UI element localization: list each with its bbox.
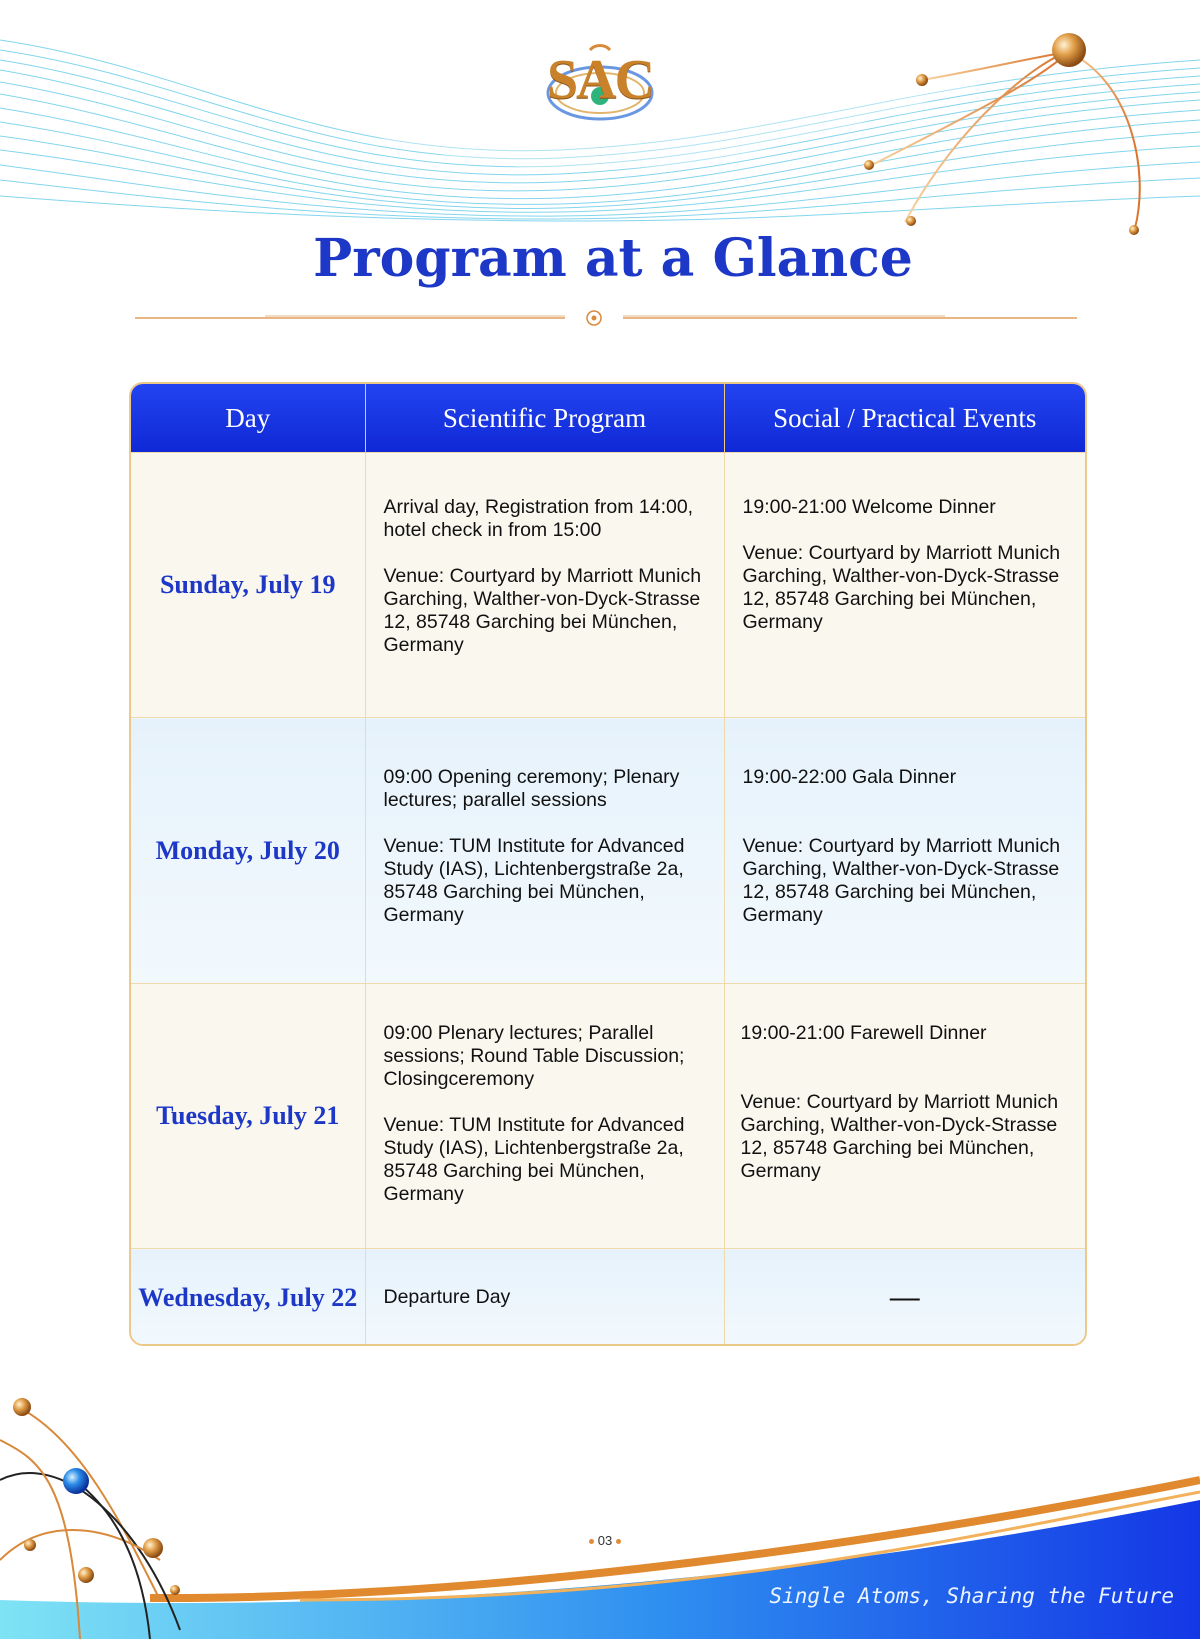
- atom-ball: [78, 1567, 94, 1583]
- scientific-text: Departure Day: [383, 1286, 511, 1309]
- scientific-text: Arrival day, Registration from 14:00, hotel check in from 15:00 Venue: Courtyard by Marriott Munich Garching, Walther-von-Dyck-Strasse 12, 85748 Garching bei München, Germany: [383, 496, 702, 656]
- table-row: [131, 984, 1085, 1249]
- social-cell: [724, 718, 1085, 984]
- atom-ball: [170, 1585, 180, 1595]
- atom-ball: [864, 160, 874, 170]
- atom-ball: [1052, 33, 1086, 67]
- atom-ball: [906, 216, 916, 226]
- social-text: 19:00-21:00 Welcome Dinner Venue: Courtyard by Marriott Munich Garching, Walther-von-Dyck-Strasse 12, 85748 Garching bei München, Germany: [742, 496, 1061, 633]
- scientific-cell: [365, 718, 724, 984]
- atom-ball: [916, 74, 928, 86]
- atom-ball: [24, 1539, 36, 1551]
- tagline: Single Atoms, Sharing the Future: [769, 1584, 1174, 1608]
- day-cell: Tuesday, July 21: [131, 984, 365, 1249]
- page-number-dot-icon: [616, 1539, 621, 1544]
- column-header-social-events: Social / Practical Events: [724, 384, 1085, 453]
- scientific-cell: [365, 1249, 724, 1347]
- social-cell: [724, 453, 1085, 718]
- scientific-cell: [365, 984, 724, 1249]
- program-schedule-table: [129, 382, 1087, 1346]
- day-cell: Wednesday, July 22: [131, 1249, 365, 1347]
- scientific-text: 09:00 Plenary lectures; Parallel sessions; Round Table Discussion; Closingceremony Venue: TUM Institute for Advanced Study (IAS), Lichtenbergstraße 2a, 85748 Garching bei München, Germany: [383, 1022, 685, 1205]
- social-text: 19:00-22:00 Gala Dinner Venue: Courtyard by Marriott Munich Garching, Walther-von-Dyck-Strasse 12, 85748 Garching bei München, Germany: [742, 766, 1061, 926]
- title-divider: [135, 308, 1077, 328]
- column-header-scientific-program: Scientific Program: [365, 384, 724, 453]
- day-cell: Monday, July 20: [131, 718, 365, 984]
- social-cell: [724, 984, 1085, 1249]
- page-number-dot-icon: [589, 1539, 594, 1544]
- table-header-row: [131, 384, 1085, 453]
- day-cell: Sunday, July 19: [131, 453, 365, 718]
- social-cell: —: [724, 1249, 1085, 1347]
- table-row: [131, 1249, 1085, 1347]
- atom-ball: [63, 1468, 89, 1494]
- scientific-text: 09:00 Opening ceremony; Plenary lectures; parallel sessions Venue: TUM Institute for Advanced Study (IAS), Lichtenbergstraße 2a, 85748 Garching bei München, Germany: [383, 766, 685, 926]
- table-row: [131, 718, 1085, 984]
- social-text: 19:00-21:00 Farewell Dinner Venue: Courtyard by Marriott Munich Garching, Walther-von-Dyck-Strasse 12, 85748 Garching bei München, Germany: [740, 1022, 1059, 1182]
- page-number-value: 03: [597, 1533, 613, 1548]
- atom-ball: [143, 1538, 163, 1558]
- logo-text: SAC: [546, 49, 654, 111]
- page-title: Program at a Glance: [313, 228, 913, 289]
- column-header-day: Day: [131, 384, 365, 453]
- table-row: [131, 453, 1085, 718]
- scientific-cell: [365, 453, 724, 718]
- page-number: [580, 1533, 630, 1548]
- sac-logo: [535, 38, 665, 134]
- atom-ball: [13, 1398, 31, 1416]
